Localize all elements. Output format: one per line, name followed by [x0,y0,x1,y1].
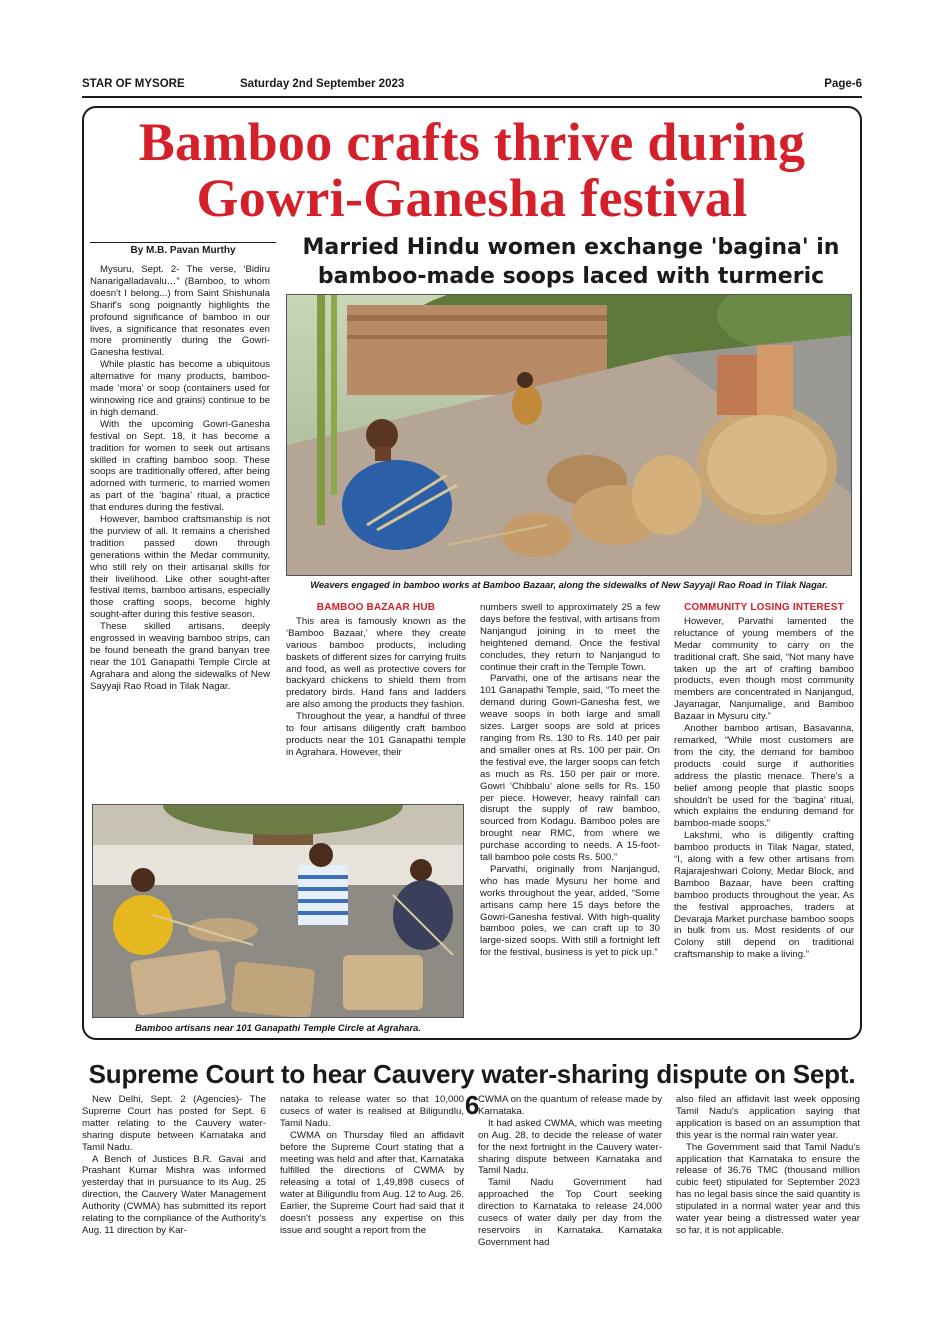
paragraph: Another bamboo artisan, Basavanna, remarked, “While most customers are from the city, the demand for bamboo products could surge if authorities address the plastic menace. There's a belief among people that plastic soops shouldn't be used for the ‘bagina’ ritual, which explains the enduring demand for bamboo-made soops.” [674,723,854,830]
paragraph: Mysuru, Sept. 2- The verse, ‘Bidiru Nanarigalladavalu…” (Bamboo, to whom doesn't I belong...) from Saint Shishunala Sharif's song poignantly highlights the profound significance of bamboo in our lives, a significance that resonates even more prominently during the Gowri-Ganesha festival. [90,264,270,359]
subhead-community-losing-interest: COMMUNITY LOSING INTEREST [684,602,844,613]
paragraph: nataka to release water so that 10,000 cusecs of water is realised at Biligundlu, Tamil Nadu. [280,1094,464,1129]
photo2-caption: Bamboo artisans near 101 Ganapathi Temple Circle at Agrahara. [135,1022,421,1033]
masthead-rule [82,96,862,98]
lead-headline-line1: Bamboo crafts thrive during [138,112,806,172]
temple-circle-illustration [93,805,464,1018]
paragraph: The Government said that Tamil Nadu's application that Karnataka to ensure the release of 36.76 TMC (thousand million cubic feet) stipulated for September 2023 has no legal basis since the said quantity is stipulated in a normal water year and this water year being a distressed water year so far, it is not applicable. [676,1141,860,1236]
lead-column-4 [674,602,854,961]
paragraph: numbers swell to approximately 25 a few days before the festival, with artisans from Nanjangud joining in to meet the heightened demand. Once the festival concludes, they return to Nanjangud to continue their craft in the Temple Town. [480,602,660,673]
publication-name: STAR OF MYSORE [82,78,185,90]
second-story-headline: Supreme Court to hear Cauvery water-sharing dispute on Sept. 6 [88,1059,856,1120]
lead-headline-line2: Gowri-Ganesha festival [196,168,748,228]
second-story-column-2 [280,1094,464,1237]
second-story-column-1 [82,1094,266,1237]
paragraph: CWMA on the quantum of release made by Karnataka. [478,1094,662,1117]
byline: By M.B. Pavan Murthy [90,242,276,256]
paragraph: Tamil Nadu Government had approached the Top Court seeking direction to Karnataka to release 24,000 cusecs of water daily per day from the reservoirs in Karnataka. Karnataka Government had [478,1177,662,1248]
paragraph: These skilled artisans, deeply engrossed in weaving bamboo strips, can be found beneath the grand banyan tree near the 101 Ganapathi Temple Circle at Agrahara and along the sidewalks of New Sayyaji Rao Road in Tilak Nagar. [90,621,270,692]
paragraph: While plastic has become a ubiquitous alternative for many products, bamboo-made ‘mora’ or soop (containers used for winnowing rice and grains) continue to be in high demand. [90,359,270,418]
paragraph: Parvathi, originally from Nanjangud, who has made Mysuru her home and works throughout the year, added, “Some artisans camp here 15 days before the Gowri-Ganesha festival. With high-quality bamboo poles, we can craft up to 30 large-sized soops. With still a fortnight left for the festival, business is yet to pick up.” [480,863,660,959]
paragraph: Parvathi, one of the artisans near the 101 Ganapathi Temple, said, “To meet the demand during Gowri-Ganesha fest, we weave soops in both large and small sizes. Larger soops are sold at prices ranging from Rs. 130 to Rs. 140 per pair and smaller ones at Rs. 100 per pair. On the festival eve, the larger soops can fetch as much as Rs. 150 per pair or more. Gowri ‘Chibbalu’ alone sells for Rs. 150 per piece. However, heavy rainfall can disrupt the supply of raw bamboo, sourced from Kodagu. Bamboo poles are brought near RMC, from where we purchase according to needs. A 15-foot-tall bamboo pole costs Rs. 500.” [480,673,660,864]
paragraph: It had asked CWMA, which was meeting on Aug. 28, to decide the release of water for the next fortnight in the Cauvery water-sharing dispute between Karnataka and Tamil Nadu. [478,1117,662,1177]
masthead [82,78,862,94]
lead-deck [286,233,856,291]
lead-deck-line1: Married Hindu women exchange 'bagina' in [302,235,840,260]
second-story-column-4 [676,1094,860,1237]
issue-date: Saturday 2nd September 2023 [240,78,405,90]
paragraph: Throughout the year, a handful of three to four artisans diligently craft bamboo products near the 101 Ganapathi temple in Agrahara. However, their [286,711,466,758]
paragraph: Lakshmi, who is diligently crafting bamboo products in Tilak Nagar, stated, “I, along with a few other artisans from Rajarajeshwari Colony, Medar Block, and Bamboo Bazaar, have been crafting bamboo products throughout the year. As the festival approaches, traders at Devaraja Market purchase bamboo soops in bulk from us. Most residents of our Colony still depend on traditional craftsmanship to make a living.” [674,830,854,961]
second-story-column-3 [478,1094,662,1249]
paragraph: CWMA on Thursday filed an affidavit before the Supreme Court stating that a meeting was held and after that, Karnataka fulfilled the directions of CWMA by releasing a total of 1,49,898 cusecs of water at Biligundlu from Aug. 12 to Aug. 26. Earlier, the Supreme Court had said that it doesn't possess any expertise on this issue and sought a report from the [280,1129,464,1236]
paragraph: However, bamboo craftsmanship is not the purview of all. It remains a cherished tradition passed down through generations within the Medar community, who still rely on their artisanal skills for their livelihood. Like other sought-after festival items, bamboo artisans, especially those crafting soops, become highly sought-after during this festive season. [90,514,270,621]
photo1-caption: Weavers engaged in bamboo works at Bamboo Bazaar, along the sidewalks of New Sayyaji Rao Road in Tilak Nagar. [310,579,828,590]
lead-deck-line2: bamboo-made soops laced with turmeric [317,264,825,289]
paragraph: However, Parvathi lamented the reluctance of young members of the Medar community to carry on the traditional craft. She said, “Not many have taken up the art of crafting bamboo products, even though most community members are concentrated in Nanjangud, Jayanagar, Nanjumalige, and Bamboo Bazaar in Mysuru city.” [674,615,854,723]
lead-headline [84,114,860,226]
paragraph: With the upcoming Gowri-Ganesha festival on Sept. 18, it has become a tradition for women to seek out artisans skilled in crafting bamboo soop. These soops are traditionally offered, after being adorned with turmeric, to married women as part of the ‘bagina’ ritual, a practice that endures during the festival. [90,418,270,514]
bamboo-bazaar-illustration [287,295,852,576]
subhead-bamboo-bazaar: BAMBOO BAZAAR HUB [316,602,436,613]
paragraph: also filed an affidavit last week opposing Tamil Nadu's application saying that application is based on an assumption that this year is the normal rain water year. [676,1094,860,1141]
bamboo-bazaar-photo [286,294,852,576]
paragraph: New Delhi, Sept. 2 (Agencies)- The Supreme Court has posted for Sept. 6 matter relating to the Cauvery water-sharing dispute between Karnataka and Tamil Nadu. [82,1094,266,1153]
lead-column-2 [286,602,466,759]
paragraph: This area is famously known as the ‘Bamboo Bazaar,’ where they create various bamboo products, including baskets of different sizes for carrying fruits and food, as well as protective covers for backyard chickens to shield them from predatory birds. Hand fans and ladders are also among the products they fashion. [286,615,466,711]
lead-column-1 [90,264,270,693]
lead-column-3 [480,602,660,959]
page-number: Page-6 [824,78,862,90]
paragraph: A Bench of Justices B.R. Gavai and Prashant Kumar Mishra was informed yesterday that in pursuance to its Aug. 25 direction, the Cauvery Water Management Authority (CWMA) has submitted its report relating to the compliance of the Authority's Aug. 11 direction by Kar- [82,1153,266,1236]
temple-circle-artisans-photo [92,804,464,1018]
